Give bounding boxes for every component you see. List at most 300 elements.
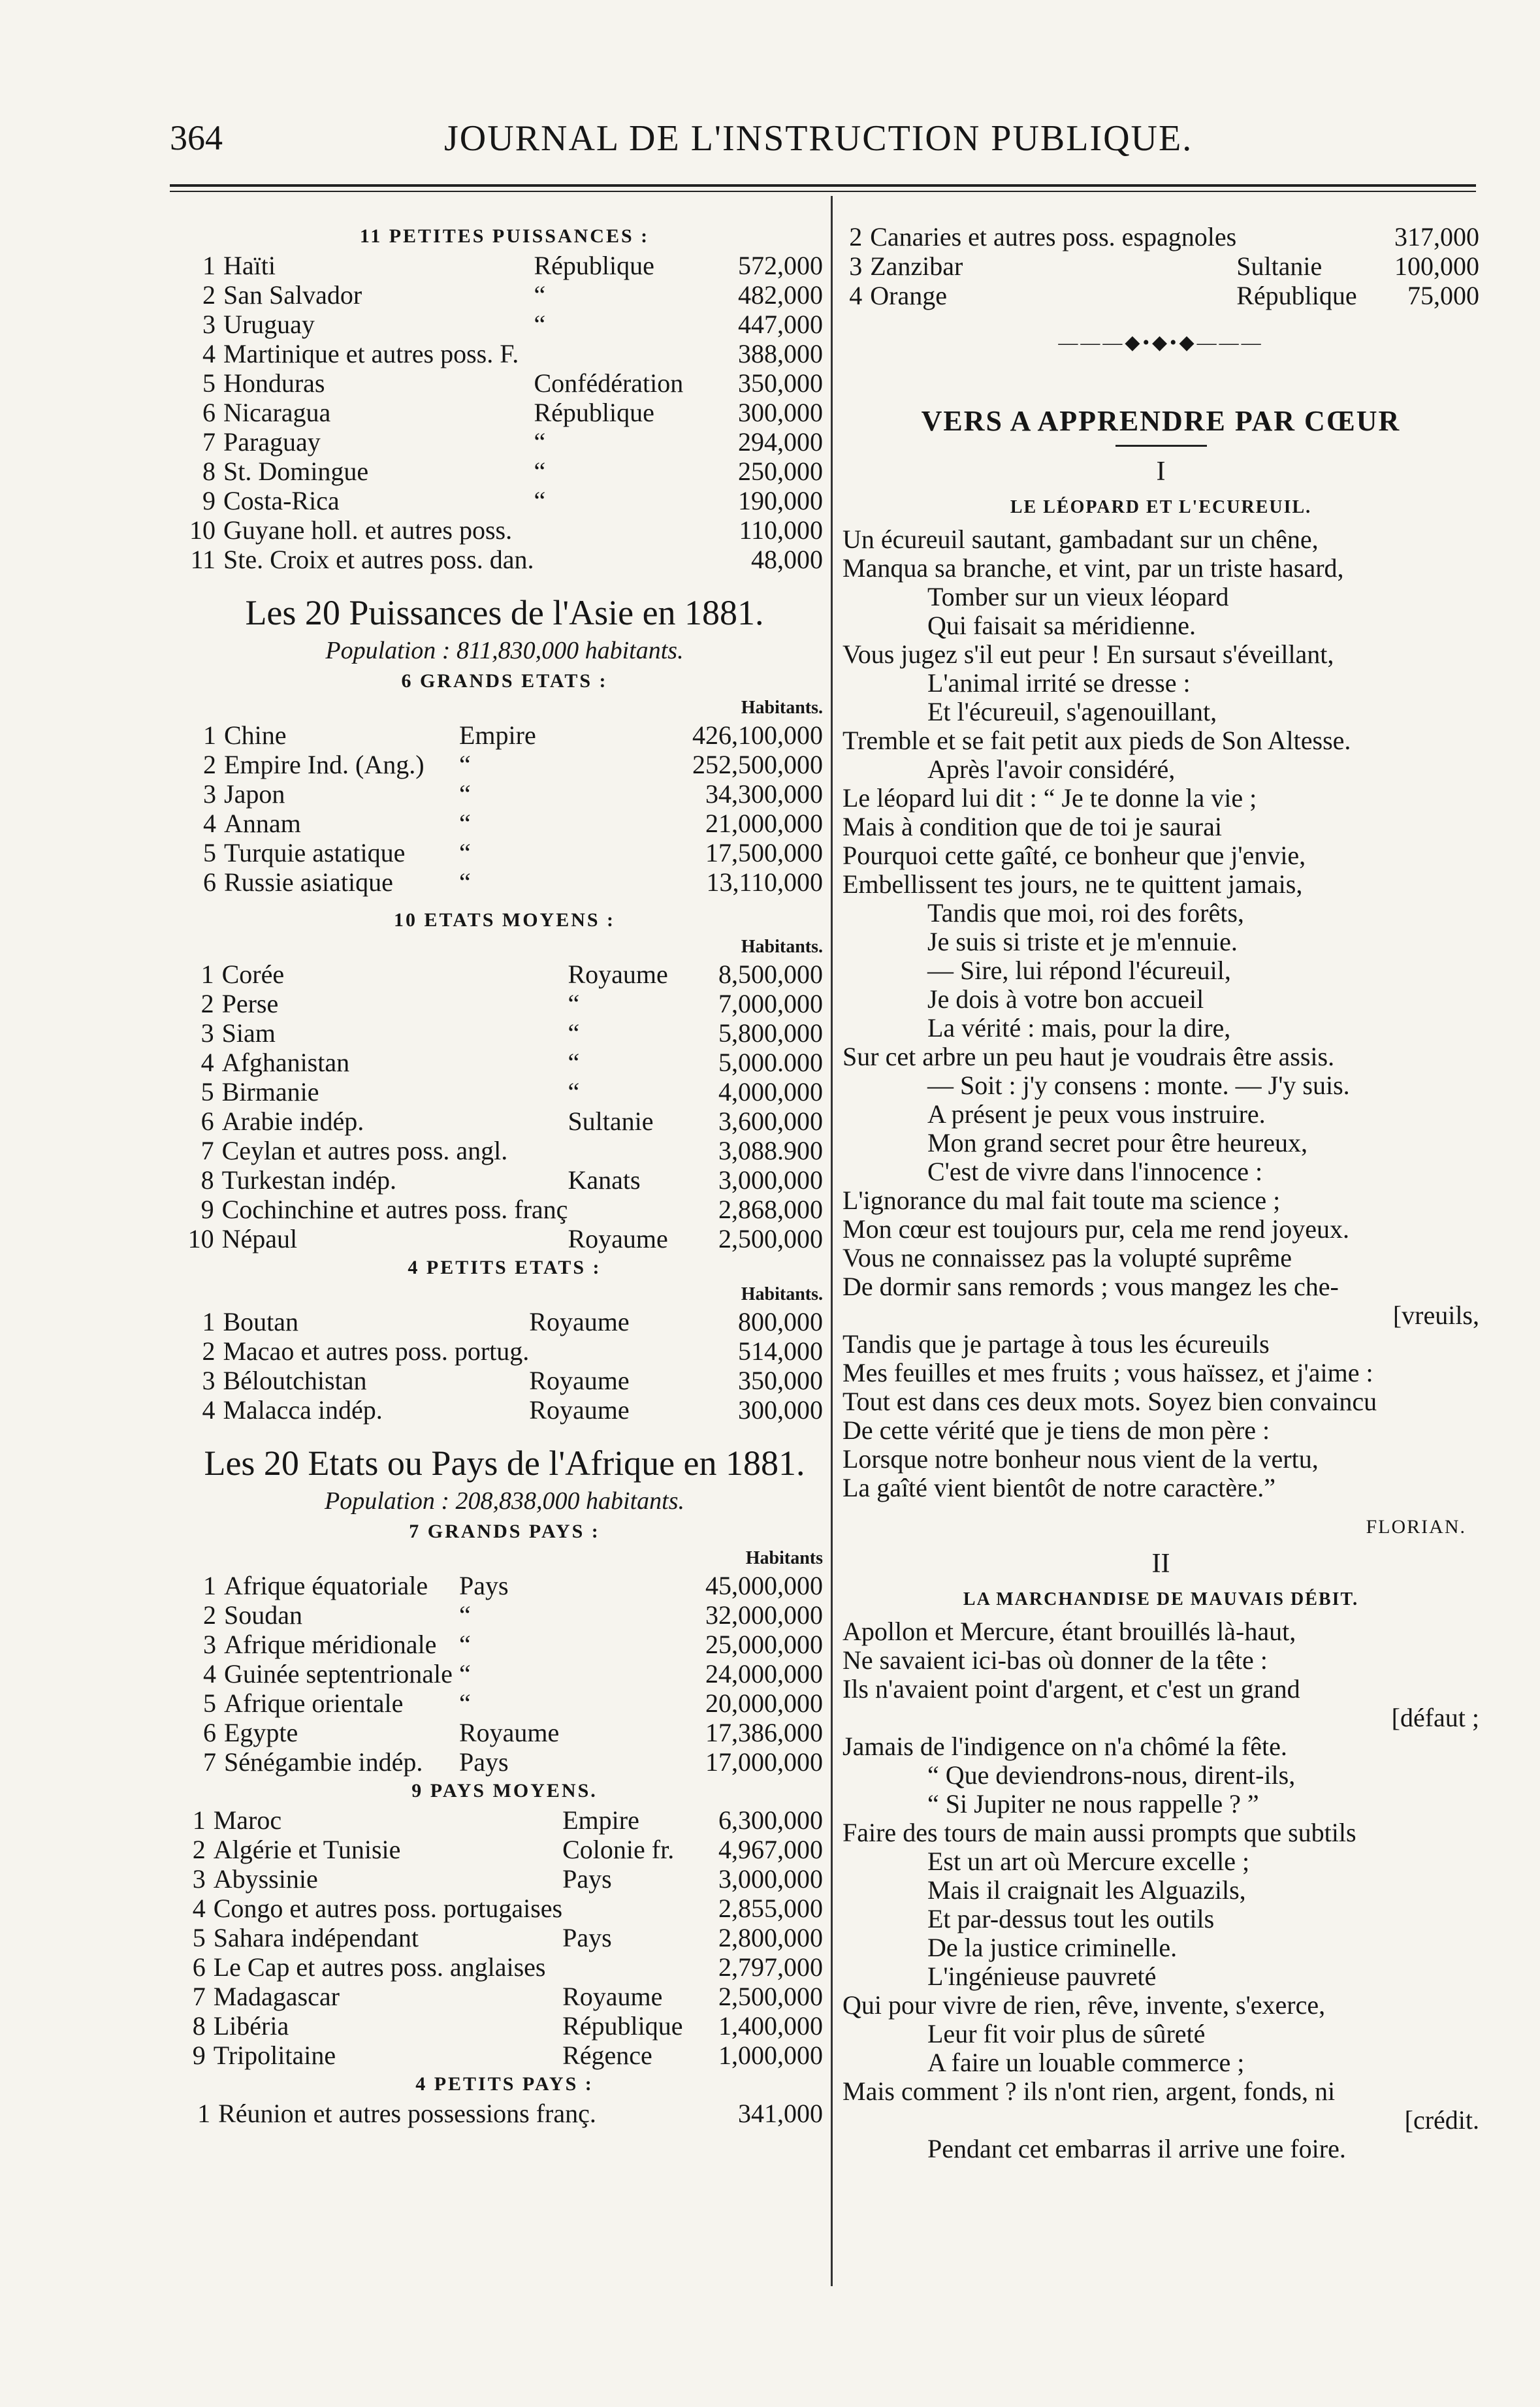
poem-line: A faire un louable commerce ;	[927, 2048, 1245, 2077]
poem-line: “ Si Jupiter ne nous rappelle ? ”	[927, 1789, 1259, 1818]
row-number: 6	[203, 1718, 216, 1747]
country-name: Guinée septentrionale	[224, 1659, 453, 1688]
table-row	[186, 779, 823, 809]
row-number: 5	[192, 1923, 206, 1952]
country-name: Ceylan et autres poss. angl.	[221, 1136, 508, 1165]
population-value: 447,000	[738, 310, 823, 339]
table-row	[186, 867, 823, 897]
row-number: 1	[203, 1571, 216, 1600]
country-name: Népaul	[221, 1224, 298, 1253]
government-type	[562, 1952, 718, 1982]
population-value: 572,000	[738, 251, 823, 280]
poem-line: Manqua sa branche, et vint, par un triste hasard,	[842, 553, 1344, 583]
row-number: 2	[192, 1835, 206, 1864]
row-number: 4	[202, 339, 216, 368]
poem-line: Ils n'avaient point d'argent, et c'est un grand	[842, 1674, 1300, 1704]
row-number: 2	[203, 1600, 216, 1630]
table-row	[186, 750, 823, 779]
government-type: République	[534, 251, 654, 280]
population-table	[186, 1571, 823, 1777]
column-divider	[831, 196, 833, 2286]
government-type: Pays	[459, 1571, 509, 1600]
population-value: 2,800,000	[718, 1923, 823, 1952]
asia-population: Population : 811,830,000 habitants.	[325, 637, 684, 664]
left-column	[186, 222, 823, 2128]
row-number: 10	[189, 515, 216, 545]
table-row	[186, 545, 823, 574]
table-row	[186, 515, 823, 545]
poem-title: LA MARCHANDISE DE MAUVAIS DÉBIT.	[963, 1589, 1359, 1609]
population-value: 482,000	[738, 280, 823, 310]
country-name: Algérie et Tunisie	[213, 1835, 401, 1864]
section-subheading: 4 PETITS PAYS :	[415, 2073, 594, 2095]
row-number: 7	[203, 1747, 216, 1777]
africa-population: Population : 208,838,000 habitants.	[325, 1487, 684, 1515]
government-type: Royaume	[529, 1307, 630, 1336]
table-row	[186, 838, 823, 867]
government-type: “	[459, 809, 471, 838]
row-number: 4	[849, 281, 863, 310]
row-number: 1	[197, 2099, 211, 2128]
country-name: Orange	[870, 281, 947, 310]
poem-line: Tremble et se fait petit aux pieds de Son Altesse.	[842, 726, 1351, 755]
poem-title: LE LÉOPARD ET L'ECUREUIL.	[1010, 497, 1312, 517]
row-number: 4	[192, 1894, 206, 1923]
population-value: 17,386,000	[705, 1718, 823, 1747]
row-number: 6	[201, 1107, 214, 1136]
government-type: “	[459, 838, 471, 867]
table-row	[186, 1107, 823, 1136]
table-row	[186, 398, 823, 427]
country-name: Haïti	[223, 251, 276, 280]
population-value: 300,000	[738, 398, 823, 427]
table-row	[186, 1600, 823, 1630]
row-number: 9	[202, 486, 216, 515]
poem-line: — Soit : j'y consens : monte. — J'y suis.	[927, 1071, 1350, 1100]
row-number: 3	[203, 779, 216, 809]
country-name: Réunion et autres possessions franç.	[218, 2099, 596, 2128]
row-number: 3	[202, 310, 216, 339]
population-table	[186, 2099, 823, 2128]
row-number: 5	[202, 368, 216, 398]
section-subheading: 9 PAYS MOYENS.	[411, 1780, 598, 1801]
country-name: Canaries et autres poss. espagnoles	[870, 222, 1237, 251]
poem-line: Mais comment ? ils n'ont rien, argent, fonds, ni	[842, 2076, 1336, 2106]
country-name: Zanzibar	[870, 251, 963, 281]
poem-line: Embellissent tes jours, ne te quittent jamais,	[842, 869, 1303, 899]
country-name: Congo et autres poss. portugaises	[213, 1894, 563, 1923]
government-type	[568, 1136, 718, 1165]
country-name: Turkestan indép.	[221, 1165, 397, 1195]
government-type: “	[568, 989, 580, 1018]
government-type: “	[568, 1018, 580, 1048]
row-number: 2	[849, 222, 863, 251]
government-type: “	[459, 1688, 471, 1718]
section-subheading: 4 PETITS ETATS :	[408, 1257, 602, 1278]
government-type: Pays	[562, 1864, 612, 1894]
country-name: Sénégambie indép.	[224, 1747, 423, 1777]
poem-line: La gaîté vient bientôt de notre caractère.”	[842, 1473, 1275, 1502]
poem-line: Jamais de l'indigence on n'a chômé la fête.	[842, 1732, 1287, 1761]
population-value: 2,855,000	[718, 1894, 823, 1923]
table-row	[186, 720, 823, 750]
table-row	[186, 1077, 823, 1107]
population-value: 75,000	[1407, 281, 1479, 310]
row-number: 4	[201, 1048, 214, 1077]
population-value: 300,000	[738, 1395, 823, 1425]
country-name: Honduras	[223, 368, 325, 398]
row-number: 8	[192, 2011, 206, 2041]
asia-title: Les 20 Puissances de l'Asie en 1881.	[245, 593, 764, 632]
government-type	[568, 1195, 718, 1224]
row-number: 6	[202, 398, 216, 427]
population-value: 110,000	[739, 515, 823, 545]
table-row	[842, 281, 1479, 310]
government-type: “	[534, 457, 546, 486]
table-row	[186, 1366, 823, 1395]
country-name: Arabie indép.	[221, 1107, 364, 1136]
table-row	[186, 2099, 823, 2128]
population-table	[186, 251, 823, 574]
table-row	[186, 1630, 823, 1659]
population-value: 350,000	[738, 368, 823, 398]
government-type: Régence	[562, 2041, 652, 2070]
country-name: Afghanistan	[221, 1048, 350, 1077]
table-row	[186, 280, 823, 310]
poem-number: II	[1151, 1549, 1170, 1579]
population-value: 48,000	[751, 545, 823, 574]
population-value: 252,500,000	[692, 750, 823, 779]
row-number: 3	[203, 1630, 216, 1659]
table-row	[186, 1336, 823, 1366]
country-name: Soudan	[224, 1600, 302, 1630]
government-type: “	[459, 1600, 471, 1630]
population-value: 341,000	[738, 2099, 823, 2128]
government-type: Empire	[459, 720, 536, 750]
population-value: 17,500,000	[705, 838, 823, 867]
row-number: 6	[203, 867, 216, 897]
government-type: Royaume	[568, 1224, 668, 1253]
table-row	[186, 251, 823, 280]
title-rule	[1115, 445, 1207, 447]
row-number: 11	[190, 545, 216, 574]
table-row	[186, 368, 823, 398]
country-name: Annam	[224, 809, 301, 838]
country-name: Martinique et autres poss. F.	[223, 339, 519, 368]
table-row	[842, 251, 1479, 281]
population-value: 21,000,000	[705, 809, 823, 838]
government-type: “	[534, 427, 546, 457]
habitants-header: Habitants.	[741, 1284, 823, 1304]
poem-line: Qui pour vivre de rien, rêve, invente, s'exerce,	[842, 1990, 1326, 2020]
government-type: Pays	[562, 1923, 612, 1952]
country-name: Turquie astatique	[224, 838, 406, 867]
population-value: 800,000	[738, 1307, 823, 1336]
country-name: Le Cap et autres poss. anglaises	[213, 1952, 546, 1982]
country-name: Afrique équatoriale	[224, 1571, 428, 1600]
government-type	[1236, 222, 1394, 251]
country-name: Cochinchine et autres poss. franç	[221, 1195, 568, 1224]
population-value: 388,000	[738, 339, 823, 368]
table-row	[186, 1747, 823, 1777]
population-value: 32,000,000	[705, 1600, 823, 1630]
population-value: 3,000,000	[718, 1864, 823, 1894]
row-number: 1	[202, 251, 216, 280]
country-name: Maroc	[213, 1805, 282, 1835]
population-value: 4,000,000	[718, 1077, 823, 1107]
poem-line: A présent je peux vous instruire.	[927, 1099, 1266, 1129]
population-value: 2,797,000	[718, 1952, 823, 1982]
country-name: Egypte	[224, 1718, 298, 1747]
table-row	[186, 1952, 823, 1982]
country-name: Chine	[224, 720, 287, 750]
poem-line: Apollon et Mercure, étant brouillés là-haut,	[842, 1617, 1296, 1646]
poem-line: L'ingénieuse pauvreté	[927, 1962, 1157, 1991]
country-name: Perse	[221, 989, 279, 1018]
table-row	[842, 222, 1479, 251]
row-number: 4	[203, 1659, 216, 1688]
country-name: Uruguay	[223, 310, 315, 339]
table-row	[186, 1395, 823, 1425]
poem-line: Sur cet arbre un peu haut je voudrais être assis.	[842, 1042, 1335, 1071]
government-type: “	[534, 310, 546, 339]
row-number: 3	[192, 1864, 206, 1894]
poem-line: Le léopard lui dit : “ Je te donne la vie ;	[842, 783, 1257, 813]
row-number: 7	[202, 427, 216, 457]
table-row	[186, 1982, 823, 2011]
country-name: Libéria	[213, 2011, 289, 2041]
government-type: “	[459, 779, 471, 809]
country-name: Russie asiatique	[224, 867, 393, 897]
population-value: 17,000,000	[705, 1747, 823, 1777]
population-table	[842, 222, 1479, 310]
poem-line: Pourquoi cette gaîté, ce bonheur que j'envie,	[842, 841, 1306, 870]
population-value: 2,500,000	[718, 1224, 823, 1253]
government-type	[529, 1336, 738, 1366]
row-number: 2	[201, 989, 214, 1018]
country-name: St. Domingue	[223, 457, 369, 486]
table-row	[186, 2011, 823, 2041]
poem-line: Je suis si triste et je m'ennuie.	[927, 927, 1238, 956]
africa-title: Les 20 Etats ou Pays de l'Afrique en 1881.	[204, 1444, 805, 1483]
table-row	[186, 1894, 823, 1923]
government-type	[534, 545, 738, 574]
government-type: “	[534, 486, 546, 515]
population-value: 3,600,000	[718, 1107, 823, 1136]
table-row	[186, 486, 823, 515]
poem-line: [vreuils,	[1392, 1300, 1479, 1330]
government-type: “	[568, 1048, 580, 1077]
habitants-header: Habitants.	[741, 698, 823, 718]
government-type: Royaume	[529, 1366, 630, 1395]
country-name: Empire Ind. (Ang.)	[224, 750, 425, 779]
population-value: 8,500,000	[718, 960, 823, 989]
poem-line: La vérité : mais, pour la dire,	[927, 1013, 1231, 1042]
government-type: “	[459, 1630, 471, 1659]
poem-line: Et l'écureuil, s'agenouillant,	[927, 697, 1217, 726]
government-type	[596, 2099, 738, 2128]
government-type: Royaume	[568, 960, 668, 989]
ornament-divider: ———◆•◆•◆———	[1058, 332, 1264, 353]
row-number: 1	[203, 720, 216, 750]
country-name: Boutan	[223, 1307, 299, 1336]
government-type: Royaume	[459, 1718, 560, 1747]
row-number: 7	[192, 1982, 206, 2011]
table-row	[186, 339, 823, 368]
country-name: Guyane holl. et autres poss.	[223, 515, 513, 545]
government-type: “	[534, 280, 546, 310]
government-type	[534, 515, 738, 545]
poem-line: Je dois à votre bon accueil	[927, 984, 1204, 1014]
poem-line: Est un art où Mercure excelle ;	[927, 1847, 1250, 1876]
table-row	[186, 1195, 823, 1224]
government-type: Confédération	[534, 368, 684, 398]
country-name: Afrique méridionale	[224, 1630, 437, 1659]
population-value: 294,000	[738, 427, 823, 457]
poem-line: Tout est dans ces deux mots. Soyez bien convaincu	[842, 1387, 1377, 1416]
table-row	[186, 2041, 823, 2070]
poem-line: Mais à condition que de toi je saurai	[842, 812, 1222, 841]
table-row	[186, 1864, 823, 1894]
poem-line: Mon grand secret pour être heureux,	[927, 1128, 1307, 1157]
table-row	[186, 1571, 823, 1600]
country-name: Abyssinie	[213, 1864, 318, 1894]
poem-line: Mais il craignait les Alguazils,	[927, 1875, 1246, 1905]
country-name: Malacca indép.	[223, 1395, 383, 1425]
government-type: Kanats	[568, 1165, 641, 1195]
government-type: Colonie fr.	[562, 1835, 675, 1864]
section-subheading: 11 PETITES PUISSANCES :	[359, 225, 650, 247]
government-type: Sultanie	[568, 1107, 654, 1136]
table-row	[186, 1805, 823, 1835]
row-number: 9	[201, 1195, 214, 1224]
population-value: 4,967,000	[718, 1835, 823, 1864]
poem-line: Qui faisait sa méridienne.	[927, 611, 1196, 640]
government-type: Sultanie	[1236, 251, 1323, 281]
government-type: “	[459, 867, 471, 897]
population-value: 20,000,000	[705, 1688, 823, 1718]
section-subheading: 10 ETATS MOYENS :	[393, 909, 616, 931]
table-row	[186, 989, 823, 1018]
poem-line: Ne savaient ici-bas où donner de la tête :	[842, 1645, 1268, 1675]
population-value: 24,000,000	[705, 1659, 823, 1688]
table-row	[186, 960, 823, 989]
row-number: 1	[201, 960, 214, 989]
table-row	[186, 809, 823, 838]
row-number: 2	[202, 280, 216, 310]
population-value: 25,000,000	[705, 1630, 823, 1659]
poem-line: De la justice criminelle.	[927, 1933, 1178, 1962]
table-row	[186, 1165, 823, 1195]
poem-line: Faire des tours de main aussi prompts que subtils	[842, 1818, 1356, 1847]
row-number: 9	[192, 2041, 206, 2070]
country-name: Sahara indépendant	[213, 1923, 419, 1952]
population-value: 514,000	[738, 1336, 823, 1366]
row-number: 6	[192, 1952, 206, 1982]
country-name: Costa-Rica	[223, 486, 340, 515]
government-type: “	[459, 1659, 471, 1688]
population-value: 250,000	[738, 457, 823, 486]
row-number: 5	[203, 1688, 216, 1718]
row-number: 3	[201, 1018, 214, 1048]
population-value: 34,300,000	[705, 779, 823, 809]
poem-line: [défaut ;	[1391, 1703, 1479, 1732]
table-row	[186, 1018, 823, 1048]
population-value: 100,000	[1394, 251, 1479, 281]
population-value: 6,300,000	[718, 1805, 823, 1835]
population-value: 1,400,000	[718, 2011, 823, 2041]
poem-body	[842, 525, 1479, 1502]
government-type: République	[1236, 281, 1357, 310]
row-number: 10	[187, 1224, 214, 1253]
table-row	[186, 1659, 823, 1688]
poem-line: C'est de vivre dans l'innocence :	[927, 1157, 1263, 1186]
table-row	[186, 427, 823, 457]
population-value: 13,110,000	[706, 867, 823, 897]
row-number: 2	[202, 1336, 216, 1366]
table-row	[186, 1718, 823, 1747]
poem-line: L'animal irrité se dresse :	[927, 668, 1191, 698]
government-type: Empire	[562, 1805, 639, 1835]
poem-line: Tandis que moi, roi des forêts,	[927, 898, 1244, 928]
population-table	[186, 1805, 823, 2070]
government-type: Royaume	[562, 1982, 663, 2011]
population-value: 2,868,000	[718, 1195, 823, 1224]
population-table	[186, 1307, 823, 1425]
government-type: Pays	[459, 1747, 509, 1777]
journal-title: JOURNAL DE L'INSTRUCTION PUBLIQUE.	[444, 118, 1193, 159]
poem-line: Tomber sur un vieux léopard	[927, 582, 1229, 611]
government-type: “	[568, 1077, 580, 1107]
poem-line: L'ignorance du mal fait toute ma science ;	[842, 1186, 1281, 1215]
population-value: 45,000,000	[705, 1571, 823, 1600]
page-number: 364	[170, 118, 223, 157]
poem-line: Pendant cet embarras il arrive une foire.	[927, 2134, 1346, 2163]
poem-line: — Sire, lui répond l'écureuil,	[927, 956, 1231, 985]
row-number: 5	[201, 1077, 214, 1107]
poem-line: Tandis que je partage à tous les écureuils	[842, 1329, 1270, 1359]
poem-line: Après l'avoir considéré,	[927, 754, 1176, 784]
poem-line: De cette vérité que je tiens de mon père :	[842, 1415, 1270, 1445]
row-number: 1	[202, 1307, 216, 1336]
population-value: 350,000	[738, 1366, 823, 1395]
right-column	[842, 222, 1479, 2163]
table-row	[186, 1224, 823, 1253]
country-name: Japon	[224, 779, 285, 809]
government-type	[562, 1894, 718, 1923]
government-type: République	[534, 398, 654, 427]
row-number: 1	[192, 1805, 206, 1835]
poem-body	[842, 1617, 1479, 2163]
poem-line: [crédit.	[1404, 2105, 1479, 2135]
habitants-header: Habitants.	[741, 937, 823, 957]
poem-author: FLORIAN.	[1366, 1516, 1466, 1538]
population-value: 2,500,000	[718, 1982, 823, 2011]
row-number: 7	[201, 1136, 214, 1165]
government-type	[534, 339, 738, 368]
table-row	[186, 1835, 823, 1864]
header-rule-thin	[170, 191, 1476, 192]
section-subheading: 7 GRANDS PAYS :	[409, 1521, 600, 1542]
table-row	[186, 1923, 823, 1952]
poem-line: Mes feuilles et mes fruits ; vous haïssez, et j'aime :	[842, 1358, 1373, 1387]
row-number: 5	[203, 838, 216, 867]
table-row	[186, 1136, 823, 1165]
row-number: 4	[202, 1395, 216, 1425]
country-name: Tripolitaine	[213, 2041, 336, 2070]
country-name: Siam	[221, 1018, 276, 1048]
country-name: Ste. Croix et autres poss. dan.	[223, 545, 534, 574]
